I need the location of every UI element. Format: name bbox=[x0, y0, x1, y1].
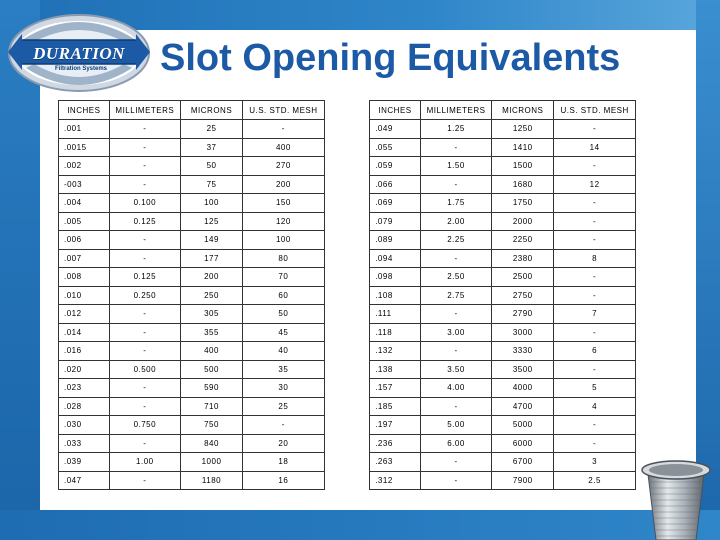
cell-millimeters: - bbox=[109, 157, 180, 176]
cell-microns: 3330 bbox=[492, 342, 554, 361]
cell-millimeters: - bbox=[420, 138, 491, 157]
cell-mesh: - bbox=[554, 157, 636, 176]
table-row bbox=[59, 453, 636, 472]
table-gap bbox=[324, 268, 369, 287]
cell-mesh: 18 bbox=[243, 453, 325, 472]
cell-inches: .028 bbox=[59, 397, 110, 416]
cell-millimeters: - bbox=[109, 249, 180, 268]
equivalents-table bbox=[58, 100, 636, 490]
cell-mesh: - bbox=[554, 212, 636, 231]
cell-microns: 37 bbox=[181, 138, 243, 157]
cell-mesh: - bbox=[243, 416, 325, 435]
cell-inches: .005 bbox=[59, 212, 110, 231]
cell-mesh: 4 bbox=[554, 397, 636, 416]
cell-mesh: - bbox=[243, 120, 325, 139]
cell-inches: .010 bbox=[59, 286, 110, 305]
cell-inches: .014 bbox=[59, 323, 110, 342]
cell-mesh: - bbox=[554, 231, 636, 250]
filter-cup-image bbox=[634, 456, 718, 540]
cell-mesh: 120 bbox=[243, 212, 325, 231]
table-gap bbox=[324, 157, 369, 176]
table-row bbox=[59, 323, 636, 342]
cell-millimeters: 3.00 bbox=[420, 323, 491, 342]
bottom-decorative-band bbox=[0, 510, 720, 540]
cell-inches: .008 bbox=[59, 268, 110, 287]
cell-mesh: 3 bbox=[554, 453, 636, 472]
cell-mesh: 60 bbox=[243, 286, 325, 305]
cell-microns: 6700 bbox=[492, 453, 554, 472]
cell-microns: 3000 bbox=[492, 323, 554, 342]
cell-microns: 2750 bbox=[492, 286, 554, 305]
cell-microns: 200 bbox=[181, 268, 243, 287]
cell-microns: 400 bbox=[181, 342, 243, 361]
cell-mesh: 7 bbox=[554, 305, 636, 324]
cell-millimeters: - bbox=[420, 397, 491, 416]
cell-millimeters: 1.00 bbox=[109, 453, 180, 472]
cell-millimeters: 2.75 bbox=[420, 286, 491, 305]
cell-mesh: - bbox=[554, 194, 636, 213]
cell-millimeters: - bbox=[420, 249, 491, 268]
table-row bbox=[59, 434, 636, 453]
cell-mesh: - bbox=[554, 286, 636, 305]
cell-microns: 1500 bbox=[492, 157, 554, 176]
cell-microns: 2790 bbox=[492, 305, 554, 324]
cell-microns: 1000 bbox=[181, 453, 243, 472]
cell-microns: 750 bbox=[181, 416, 243, 435]
table-gap bbox=[324, 138, 369, 157]
header-mesh: U.S. STD. MESH bbox=[554, 101, 636, 120]
cell-inches: .236 bbox=[370, 434, 421, 453]
cell-microns: 250 bbox=[181, 286, 243, 305]
cell-mesh: 150 bbox=[243, 194, 325, 213]
cell-mesh: 200 bbox=[243, 175, 325, 194]
cell-mesh: 14 bbox=[554, 138, 636, 157]
cell-microns: 305 bbox=[181, 305, 243, 324]
cell-microns: 355 bbox=[181, 323, 243, 342]
cell-microns: 2380 bbox=[492, 249, 554, 268]
cell-millimeters: 1.25 bbox=[420, 120, 491, 139]
table-row bbox=[59, 416, 636, 435]
duration-logo bbox=[4, 10, 154, 96]
table-gap bbox=[324, 101, 369, 120]
logo-tagline: Filtration Systems bbox=[54, 66, 107, 72]
cell-millimeters: 0.125 bbox=[109, 268, 180, 287]
cell-inches: .059 bbox=[370, 157, 421, 176]
table-gap bbox=[324, 471, 369, 490]
cell-microns: 2000 bbox=[492, 212, 554, 231]
cell-microns: 4000 bbox=[492, 379, 554, 398]
cell-mesh: - bbox=[554, 416, 636, 435]
table-row bbox=[59, 305, 636, 324]
cell-inches: .098 bbox=[370, 268, 421, 287]
cell-mesh: 8 bbox=[554, 249, 636, 268]
cell-mesh: 2.5 bbox=[554, 471, 636, 490]
cell-mesh: 40 bbox=[243, 342, 325, 361]
table-gap bbox=[324, 120, 369, 139]
table-gap bbox=[324, 416, 369, 435]
cell-mesh: 20 bbox=[243, 434, 325, 453]
cell-millimeters: - bbox=[420, 471, 491, 490]
cell-inches: .079 bbox=[370, 212, 421, 231]
cell-inches: .197 bbox=[370, 416, 421, 435]
page-title: Slot Opening Equivalents bbox=[160, 37, 621, 79]
cell-microns: 50 bbox=[181, 157, 243, 176]
cell-millimeters: 1.50 bbox=[420, 157, 491, 176]
cell-inches: .118 bbox=[370, 323, 421, 342]
cell-inches: .111 bbox=[370, 305, 421, 324]
table-gap bbox=[324, 305, 369, 324]
table-gap bbox=[324, 342, 369, 361]
cell-mesh: - bbox=[554, 434, 636, 453]
table-row bbox=[59, 268, 636, 287]
cell-mesh: 45 bbox=[243, 323, 325, 342]
cell-millimeters: - bbox=[420, 175, 491, 194]
table-gap bbox=[324, 231, 369, 250]
filter-cup-icon bbox=[634, 456, 718, 540]
cell-millimeters: - bbox=[420, 305, 491, 324]
cell-inches: .007 bbox=[59, 249, 110, 268]
table-gap bbox=[324, 453, 369, 472]
table-row bbox=[59, 249, 636, 268]
header-mesh: U.S. STD. MESH bbox=[243, 101, 325, 120]
cell-millimeters: 0.500 bbox=[109, 360, 180, 379]
cell-millimeters: - bbox=[109, 175, 180, 194]
cell-inches: .157 bbox=[370, 379, 421, 398]
cell-microns: 1680 bbox=[492, 175, 554, 194]
cell-inches: .138 bbox=[370, 360, 421, 379]
table-row bbox=[59, 379, 636, 398]
cell-mesh: 70 bbox=[243, 268, 325, 287]
cell-mesh: 100 bbox=[243, 231, 325, 250]
table-row bbox=[59, 194, 636, 213]
table-row bbox=[59, 212, 636, 231]
logo-brand-text: DURATION bbox=[33, 44, 125, 63]
cell-millimeters: 2.25 bbox=[420, 231, 491, 250]
cell-microns: 5000 bbox=[492, 416, 554, 435]
table-gap bbox=[324, 249, 369, 268]
cell-mesh: 50 bbox=[243, 305, 325, 324]
table-body bbox=[59, 120, 636, 490]
cell-millimeters: 1.75 bbox=[420, 194, 491, 213]
cell-microns: 500 bbox=[181, 360, 243, 379]
cell-inches: .094 bbox=[370, 249, 421, 268]
cell-inches: .016 bbox=[59, 342, 110, 361]
cell-mesh: 35 bbox=[243, 360, 325, 379]
cell-millimeters: 3.50 bbox=[420, 360, 491, 379]
cell-inches: .047 bbox=[59, 471, 110, 490]
cell-millimeters: - bbox=[109, 342, 180, 361]
table-gap bbox=[324, 323, 369, 342]
cell-inches: .023 bbox=[59, 379, 110, 398]
cell-mesh: - bbox=[554, 323, 636, 342]
cell-microns: 149 bbox=[181, 231, 243, 250]
table-gap bbox=[324, 212, 369, 231]
cell-inches: .004 bbox=[59, 194, 110, 213]
cell-millimeters: - bbox=[109, 434, 180, 453]
cell-inches: .089 bbox=[370, 231, 421, 250]
cell-mesh: 400 bbox=[243, 138, 325, 157]
cell-inches: -003 bbox=[59, 175, 110, 194]
cell-microns: 25 bbox=[181, 120, 243, 139]
cell-millimeters: - bbox=[420, 342, 491, 361]
cell-microns: 75 bbox=[181, 175, 243, 194]
cell-millimeters: - bbox=[109, 231, 180, 250]
table-header-row bbox=[59, 101, 636, 120]
cell-mesh: 5 bbox=[554, 379, 636, 398]
cell-inches: .0015 bbox=[59, 138, 110, 157]
table-gap bbox=[324, 175, 369, 194]
header-microns: MICRONS bbox=[492, 101, 554, 120]
table-row bbox=[59, 175, 636, 194]
cell-inches: .049 bbox=[370, 120, 421, 139]
table-gap bbox=[324, 286, 369, 305]
cell-millimeters: - bbox=[109, 379, 180, 398]
cell-mesh: - bbox=[554, 120, 636, 139]
cell-inches: .185 bbox=[370, 397, 421, 416]
cell-inches: .002 bbox=[59, 157, 110, 176]
cell-inches: .263 bbox=[370, 453, 421, 472]
cell-microns: 100 bbox=[181, 194, 243, 213]
cell-inches: .020 bbox=[59, 360, 110, 379]
cell-mesh: 12 bbox=[554, 175, 636, 194]
cell-millimeters: - bbox=[109, 397, 180, 416]
cell-microns: 3500 bbox=[492, 360, 554, 379]
table-row bbox=[59, 231, 636, 250]
table-row bbox=[59, 138, 636, 157]
cell-inches: .066 bbox=[370, 175, 421, 194]
header-inches: INCHES bbox=[59, 101, 110, 120]
cell-microns: 4700 bbox=[492, 397, 554, 416]
cell-mesh: 6 bbox=[554, 342, 636, 361]
table-row bbox=[59, 157, 636, 176]
table-row bbox=[59, 471, 636, 490]
cell-mesh: 30 bbox=[243, 379, 325, 398]
cell-microns: 6000 bbox=[492, 434, 554, 453]
cell-microns: 1180 bbox=[181, 471, 243, 490]
cell-inches: .001 bbox=[59, 120, 110, 139]
cell-millimeters: 0.100 bbox=[109, 194, 180, 213]
cell-inches: .312 bbox=[370, 471, 421, 490]
table-gap bbox=[324, 194, 369, 213]
cell-inches: .030 bbox=[59, 416, 110, 435]
cell-mesh: 80 bbox=[243, 249, 325, 268]
cell-inches: .132 bbox=[370, 342, 421, 361]
cell-microns: 2250 bbox=[492, 231, 554, 250]
cell-millimeters: 6.00 bbox=[420, 434, 491, 453]
cell-mesh: - bbox=[554, 360, 636, 379]
cell-mesh: 25 bbox=[243, 397, 325, 416]
cell-millimeters: 4.00 bbox=[420, 379, 491, 398]
header-millimeters: MILLIMETERS bbox=[420, 101, 491, 120]
cell-millimeters: 0.250 bbox=[109, 286, 180, 305]
cell-microns: 590 bbox=[181, 379, 243, 398]
table-gap bbox=[324, 360, 369, 379]
cell-inches: .012 bbox=[59, 305, 110, 324]
cell-inches: .039 bbox=[59, 453, 110, 472]
table-row bbox=[59, 120, 636, 139]
cell-microns: 7900 bbox=[492, 471, 554, 490]
cell-microns: 1750 bbox=[492, 194, 554, 213]
cell-millimeters: - bbox=[420, 453, 491, 472]
cell-inches: .033 bbox=[59, 434, 110, 453]
equivalents-table-container bbox=[58, 100, 636, 494]
cell-microns: 710 bbox=[181, 397, 243, 416]
header-inches: INCHES bbox=[370, 101, 421, 120]
cell-microns: 177 bbox=[181, 249, 243, 268]
cell-mesh: - bbox=[554, 268, 636, 287]
cell-millimeters: - bbox=[109, 305, 180, 324]
table-gap bbox=[324, 434, 369, 453]
cell-microns: 1250 bbox=[492, 120, 554, 139]
table-row bbox=[59, 342, 636, 361]
cell-millimeters: 2.50 bbox=[420, 268, 491, 287]
header-microns: MICRONS bbox=[181, 101, 243, 120]
cell-millimeters: 0.125 bbox=[109, 212, 180, 231]
cell-inches: .006 bbox=[59, 231, 110, 250]
cell-millimeters: - bbox=[109, 138, 180, 157]
table-gap bbox=[324, 397, 369, 416]
table-gap bbox=[324, 379, 369, 398]
cell-millimeters: 0.750 bbox=[109, 416, 180, 435]
cell-microns: 125 bbox=[181, 212, 243, 231]
table-row bbox=[59, 397, 636, 416]
cell-microns: 1410 bbox=[492, 138, 554, 157]
cell-inches: .069 bbox=[370, 194, 421, 213]
cell-microns: 840 bbox=[181, 434, 243, 453]
cell-millimeters: 5.00 bbox=[420, 416, 491, 435]
cell-mesh: 16 bbox=[243, 471, 325, 490]
header-millimeters: MILLIMETERS bbox=[109, 101, 180, 120]
cell-millimeters: - bbox=[109, 323, 180, 342]
cell-inches: .055 bbox=[370, 138, 421, 157]
cell-millimeters: 2.00 bbox=[420, 212, 491, 231]
cell-millimeters: - bbox=[109, 471, 180, 490]
cell-mesh: 270 bbox=[243, 157, 325, 176]
cell-millimeters: - bbox=[109, 120, 180, 139]
cell-inches: .108 bbox=[370, 286, 421, 305]
table-row bbox=[59, 286, 636, 305]
cell-microns: 2500 bbox=[492, 268, 554, 287]
table-row bbox=[59, 360, 636, 379]
